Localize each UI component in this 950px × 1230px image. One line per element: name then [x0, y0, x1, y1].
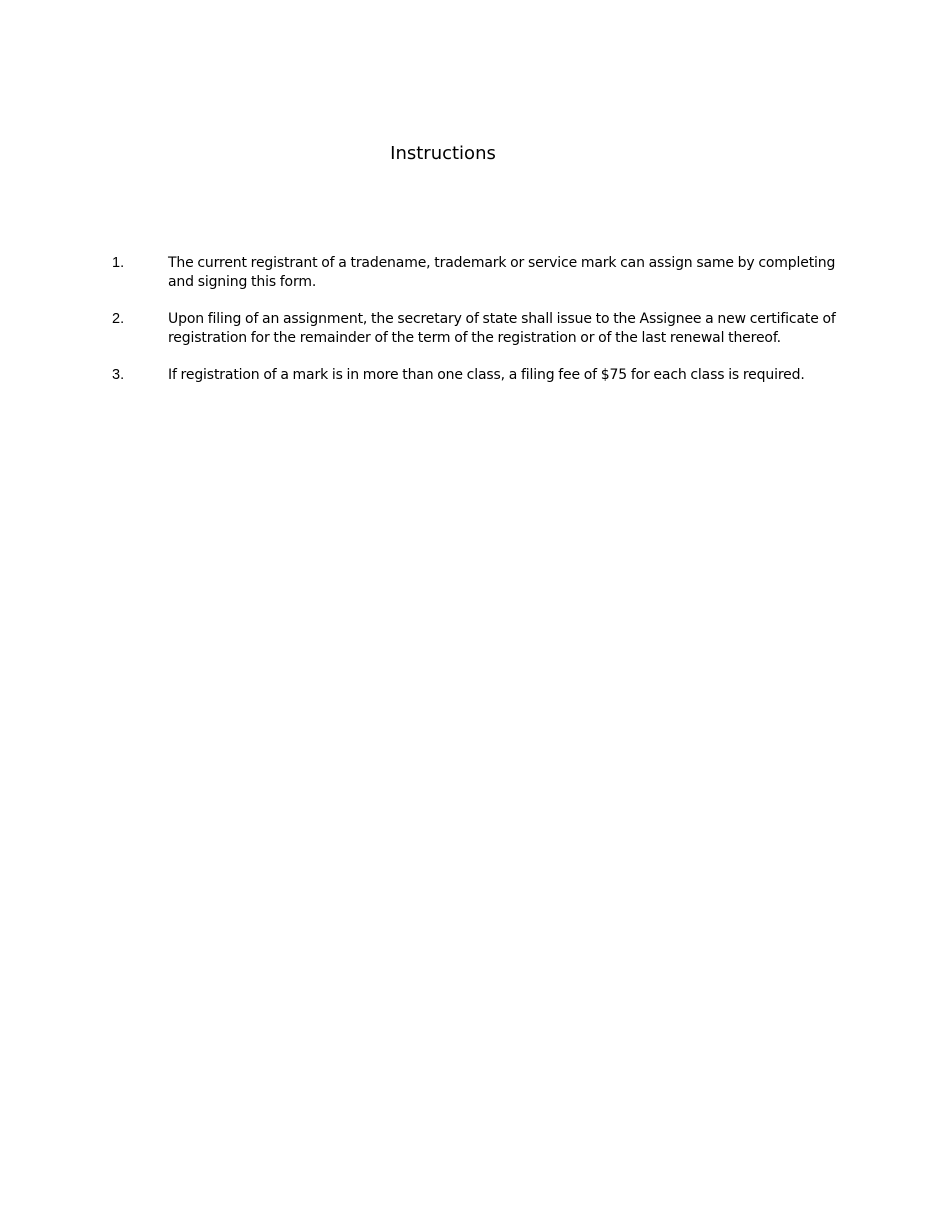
item-text: The current registrant of a tradename, trademark or service mark can assign same by completing and signing this form. [168, 255, 836, 290]
page-title: Instructions [390, 143, 496, 164]
item-number: 3. [112, 367, 125, 383]
item-text: If registration of a mark is in more than one class, a filing fee of $75 for each class is required. [168, 367, 805, 383]
item-number: 2. [112, 311, 125, 327]
item-number: 1. [112, 255, 125, 271]
item-text: Upon filing of an assignment, the secretary of state shall issue to the Assignee a new certificate of registration for the remainder of the term of the registration or of the last renewal thereof. [168, 311, 836, 346]
